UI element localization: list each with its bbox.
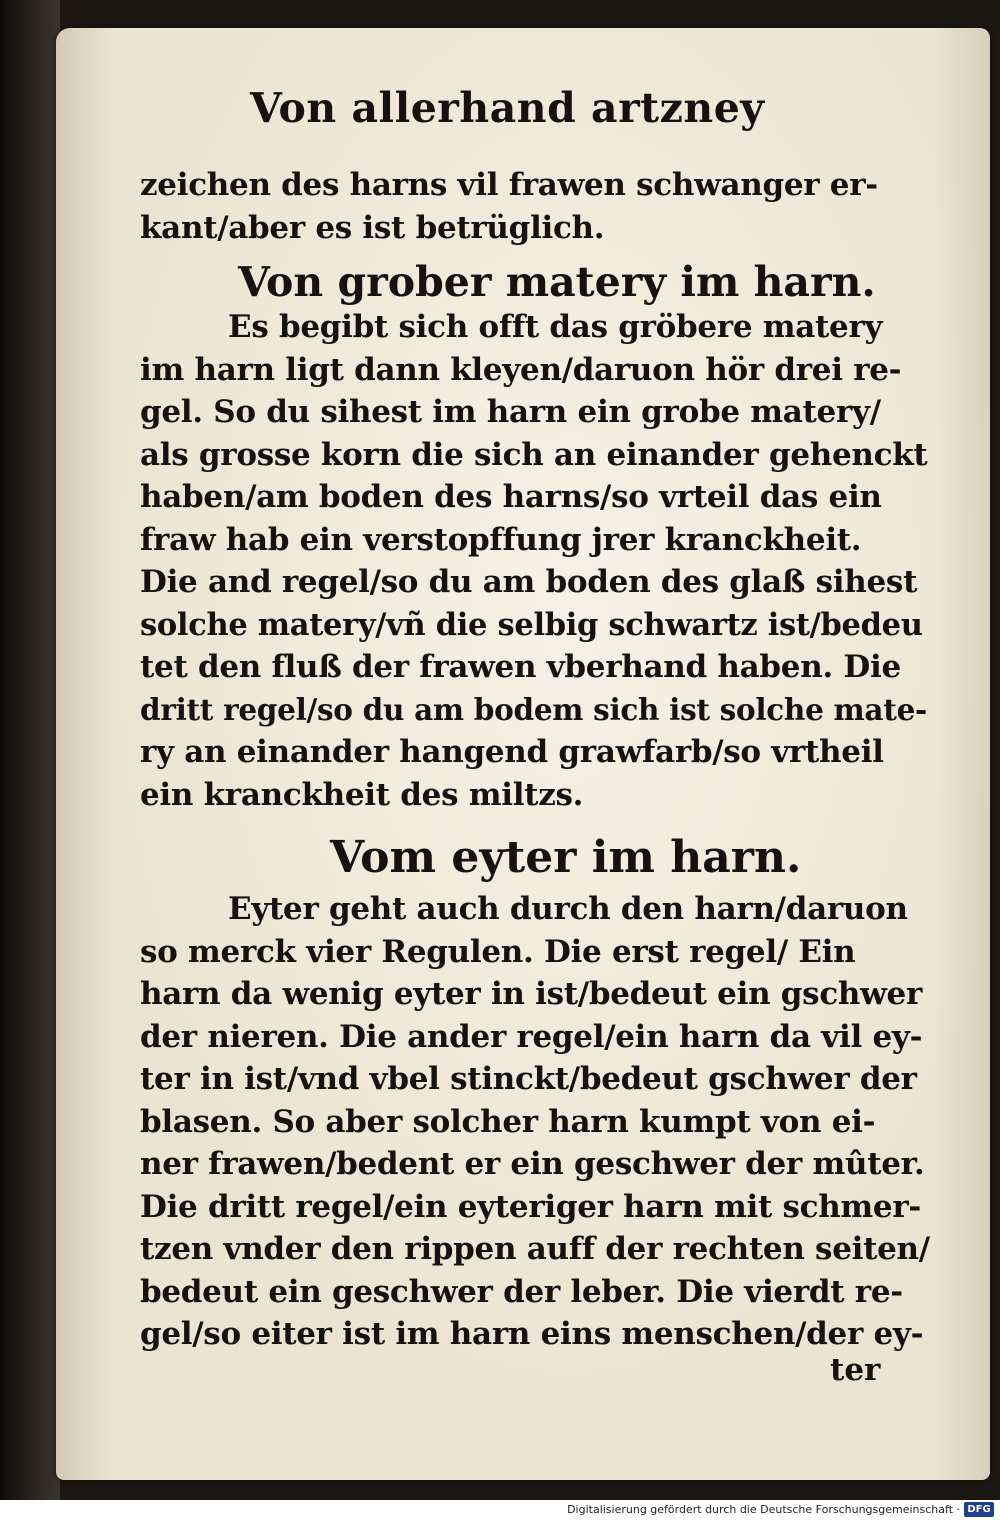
section-heading: Vom eyter im harn. bbox=[330, 832, 802, 883]
adjacent-page-edge bbox=[0, 0, 60, 1500]
text-line: so merck vier Regulen. Die erst regel/ Ein bbox=[140, 933, 856, 970]
running-head: Von allerhand artzney bbox=[250, 84, 765, 132]
section-paragraph bbox=[140, 888, 930, 1356]
text-line: zeichen des harns vil frawen schwanger er- bbox=[140, 167, 878, 203]
text-line: gel. So du sihest im harn ein grobe matery/ bbox=[140, 394, 881, 430]
text-line: gel/so eiter ist im harn eins menschen/der ey- bbox=[140, 1316, 924, 1352]
text-line: Es begibt sich offt das gröbere matery bbox=[228, 309, 883, 345]
text-line: solche matery/vñ die selbig schwartz ist/bedeu bbox=[140, 606, 923, 643]
text-line: fraw hab ein verstopffung jrer kranckheit. bbox=[140, 521, 862, 558]
text-line: als grosse korn die sich an einander gehenckt bbox=[140, 436, 928, 473]
text-line: haben/am boden des harns/so vrteil das ein bbox=[140, 479, 882, 515]
section-heading: Von grober matery im harn. bbox=[238, 258, 876, 306]
intro-paragraph bbox=[140, 164, 930, 249]
funding-notice: Digitalisierung gefördert durch die Deutsche Forschungsgemeinschaft · bbox=[567, 1503, 960, 1516]
section-paragraph bbox=[140, 306, 930, 816]
text-line: blasen. So aber solcher harn kumpt von ei- bbox=[140, 1103, 876, 1140]
text-line: Die dritt regel/ein eyteriger harn mit schmer- bbox=[140, 1188, 921, 1225]
text-line: Die and regel/so du am boden des glaß sihest bbox=[140, 564, 918, 600]
catchword: ter bbox=[830, 1352, 881, 1388]
text-line: harn da wenig eyter in ist/bedeut ein gschwer bbox=[140, 976, 922, 1012]
text-line: Eyter geht auch durch den harn/daruon bbox=[228, 891, 908, 927]
text-line: ry an einander hangend grawfarb/so vrtheil bbox=[140, 734, 884, 770]
text-line: dritt regel/so du am bodem sich ist solche mate- bbox=[140, 691, 927, 727]
footer-bar bbox=[0, 1500, 1000, 1520]
text-line: ner frawen/bedent er ein geschwer der mûter. bbox=[140, 1146, 925, 1182]
text-line: ein kranckheit des miltzs. bbox=[140, 776, 584, 813]
text-line: tet den fluß der frawen vberhand haben. Die bbox=[140, 649, 901, 685]
text-line: im harn ligt dann kleyen/daruon hör drei re- bbox=[140, 351, 902, 388]
text-line: der nieren. Die ander regel/ein harn da vil ey- bbox=[140, 1018, 923, 1055]
text-line: kant/aber es ist betrüglich. bbox=[140, 209, 605, 246]
text-line: tzen vnder den rippen auff der rechten seiten/ bbox=[140, 1231, 930, 1267]
text-line: ter in ist/vnd vbel stinckt/bedeut gschwer der bbox=[140, 1061, 917, 1097]
text-line: bedeut ein geschwer der leber. Die vierdt re- bbox=[140, 1273, 903, 1310]
dfg-logo: DFG bbox=[964, 1502, 994, 1517]
